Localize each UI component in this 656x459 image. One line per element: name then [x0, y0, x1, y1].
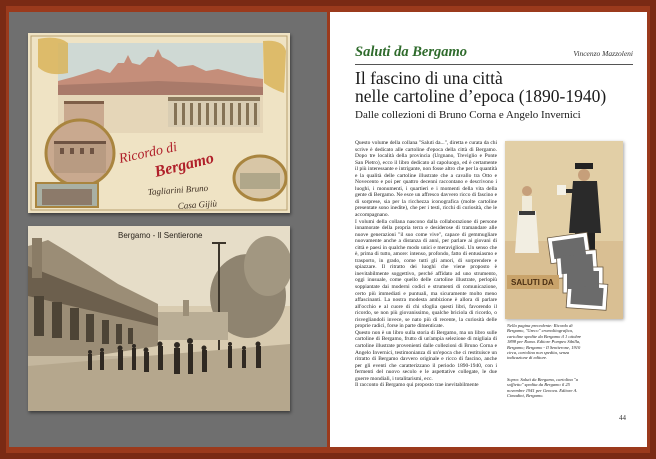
handwriting-line-1: Tagliarini Bruno	[147, 182, 209, 197]
ricordo-text: Ricordo di	[117, 139, 179, 167]
page-number: 44	[619, 414, 626, 422]
saluti-banner-text: SALUTI DA	[511, 278, 554, 287]
sentierone-caption: Bergamo - Il Sentierone	[118, 231, 203, 240]
header-rule	[355, 64, 633, 65]
main-title-line-1: Il fascino di una città	[355, 68, 503, 88]
photo-caption-previous-page: Nella pagina precedente: Ricordo di Bergamo, "Greco" cromolitografica, cartoline spedite da Bergamo il 1 ottobre 1898 per Roma. Editore Pompeo Sibilla, Bergamo; Bergamo - Il Sentierone, 1910 circa, cartolina non spedita, senza indicazione di editore.	[507, 323, 582, 361]
body-paragraph: Questo volume della collana "Saluti da...", diretta e curata da chi scrive è dedicato alle cartoline d'epoca della città di Bergamo. Dopo tre località della provincia (Urgnano, Treviglio e Ponte San Pietro), ecco il libro dedicato al capoluogo, ed è certamente il più interessante e intrigante, non fosse altro che per la quantità e la qualità delle cartoline illustrate che a cavallo tra Otto e Novecento e poi per quattro decenni raccontano e descrivono i luoghi, i monumenti, i quartieri e i momenti della vita della gente di Bergamo. Ne esce un affresco davvero ricco di fascino e di sorprese, sia per la ricchezza iconografica (molte cartoline presentate sono inedite), che per i testi, ricchi di curiosità, che le accompagnano.	[355, 140, 497, 219]
main-title-line-2: nelle cartoline d’epoca (1890-1940)	[355, 86, 607, 106]
postcard-ricordo-di-bergamo	[28, 33, 290, 213]
body-text-column	[355, 140, 497, 412]
body-paragraph: Il racconto di Bergamo qui proposto trae inevitabilmente	[355, 382, 479, 389]
body-paragraph: I volumi della collana nascono dalla collaborazione di persone innamorate della propria terra e desiderose di tramandare alle nuove generazioni "il suo come vive", capace di gemmugliare nuovamente anche a distanza di anni, per parlare ai giovani di città e paesi in qualche modo unici e meravigliosi. Un senso che è, prima di tutto, amore: intenso, profondo, fatto di entusiasmo e trasporto, in grado, come tutti gli amori, di sorprendere e spiazzare. Il ritratto dei luoghi che viene proposto è inevitabilmente soggettivo, perché affidato ad uno strumento, oggi inusuale, come quello delle cartoline illustrate, perlopiù soppiantate dai moderni codici e strumenti di comunicazione, certo più immediati e puntuali, ma sicuramente molto meno affascinanti. La nostra modesta ambizione è allora di parlare all'occhio e al cuore di chi sfoglia questi libri, favorendo il ricordo, se non più giovanissimo, qualche briciola di ricordo, o risvegliandoli invece, se nato più di recente, la curiosità delle proprie radici, forse in parte dimenticate.	[355, 218, 497, 330]
subtitle: Dalle collezioni di Bruno Corna e Angelo Invernici	[355, 109, 581, 121]
postcard-il-sentierone	[28, 226, 290, 411]
main-title	[355, 69, 635, 105]
bergamo-script-text: Bergamo	[152, 149, 216, 181]
saluti-da-bergamo-photo	[505, 141, 623, 319]
photo-caption-above: Sopra: Saluti da Bergamo, cartolina "a soffietto" spedita da Bergamo il 25 novembre 1941 per Genova. Editore A. Cimadini, Bergamo.	[507, 377, 578, 399]
series-header	[355, 44, 633, 64]
author-name: Vincenzo Mazzoleni	[573, 49, 633, 58]
body-paragraph: Questo non è un libro sulla storia di Bergamo, ma un libro sulle cartoline di Bergamo, frutto di un'ampia selezione di migliaia di cartoline illustrate provenienti dalle collezioni di Bruno Corna e Angelo Invernici, testimonianza di un'epoca che ci restituisce un ritratto di Bergamo davvero originale e ricco di fascino, anche per gli eventi che caratterizzano il periodo 1890-1940, con i fermenti del nuovo secolo e le aspettative collegate, le due guerre mondiali, i totalitarismi, ecc.	[355, 329, 497, 382]
handwriting-line-2: Casa Gijiù	[177, 198, 218, 211]
series-title: Saluti da Bergamo	[355, 44, 467, 60]
